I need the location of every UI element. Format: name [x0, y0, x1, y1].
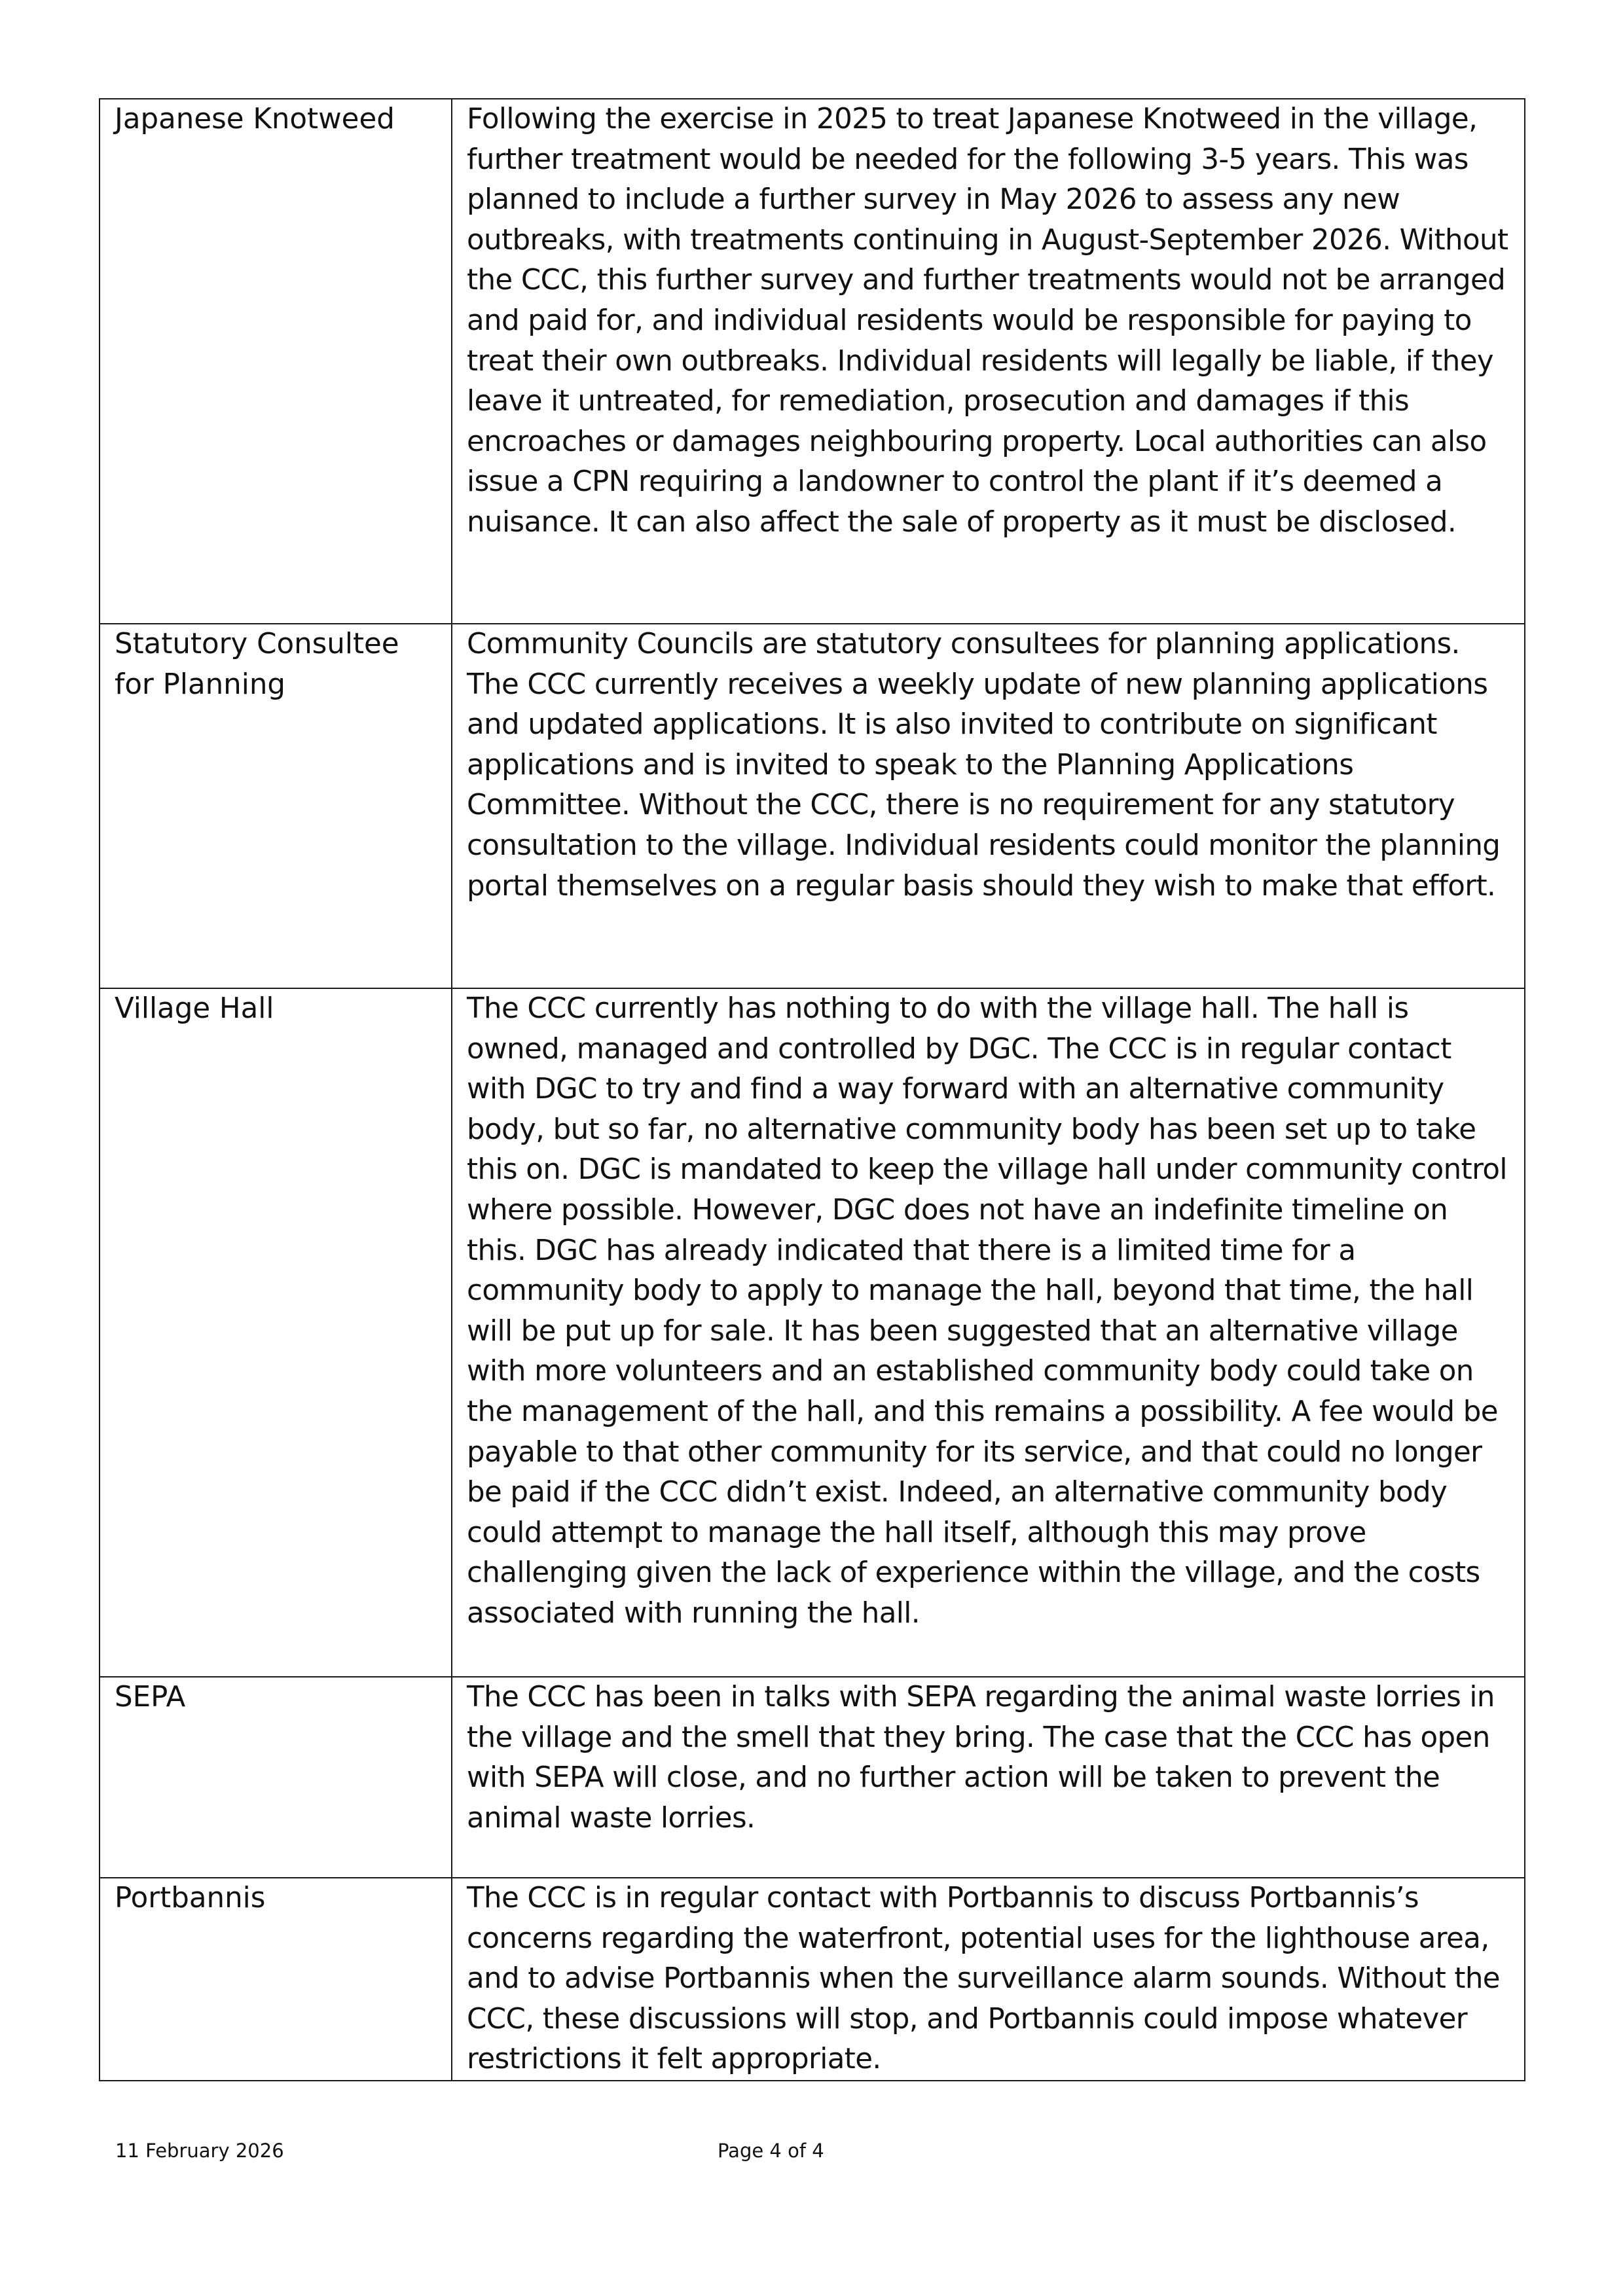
- content-table: [99, 98, 1525, 2081]
- topic-cell: SEPA: [100, 1677, 452, 1878]
- topic-cell: Statutory Consultee for Planning: [100, 624, 452, 988]
- table-row: [100, 1677, 1525, 1878]
- topic-cell: Portbannis: [100, 1878, 452, 2081]
- description-cell: The CCC has been in talks with SEPA regarding the animal waste lorries in the village and the smell that they bring. The case that the CCC has open with SEPA will close, and no further action will be taken to prevent the animal waste lorries.: [452, 1677, 1525, 1878]
- footer-page-number: Page 4 of 4: [718, 2140, 824, 2162]
- description-cell: The CCC currently has nothing to do with the village hall. The hall is owned, managed and controlled by DGC. The CCC is in regular contact with DGC to try and find a way forward with an alternative community body, but so far, no alternative community body has been set up to take this on. DGC is mandated to keep the village hall under community control where possible. However, DGC does not have an indefinite timeline on this. DGC has already indicated that there is a limited time for a community body to apply to manage the hall, beyond that time, the hall will be put up for sale. It has been suggested that an alternative village with more volunteers and an established community body could take on the management of the hall, and this remains a possibility. A fee would be payable to that other community for its service, and that could no longer be paid if the CCC didn’t exist. Indeed, an alternative community body could attempt to manage the hall itself, although this may prove challenging given the lack of experience within the village, and the costs associated with running the hall.: [452, 988, 1525, 1677]
- description-cell: Following the exercise in 2025 to treat Japanese Knotweed in the village, further treatment would be needed for the following 3-5 years. This was planned to include a further survey in May 2026 to assess any new outbreaks, with treatments continuing in August-September 2026. Without the CCC, this further survey and further treatments would not be arranged and paid for, and individual residents would be responsible for paying to treat their own outbreaks. Individual residents will legally be liable, if they leave it untreated, for remediation, prosecution and damages if this encroaches or damages neighbouring property. Local authorities can also issue a CPN requiring a landowner to control the plant if it’s deemed a nuisance. It can also affect the sale of property as it must be disclosed.: [452, 99, 1525, 624]
- table-row: [100, 624, 1525, 988]
- footer-date: 11 February 2026: [115, 2140, 284, 2162]
- table-row: [100, 1878, 1525, 2081]
- description-cell: Community Councils are statutory consultees for planning applications. The CCC currently receives a weekly update of new planning applications and updated applications. It is also invited to contribute on significant applications and is invited to speak to the Planning Applications Committee. Without the CCC, there is no requirement for any statutory consultation to the village. Individual residents could monitor the planning portal themselves on a regular basis should they wish to make that effort.: [452, 624, 1525, 988]
- table-row: [100, 99, 1525, 624]
- table-row: [100, 988, 1525, 1677]
- topic-cell: Japanese Knotweed: [100, 99, 452, 624]
- topic-cell: Village Hall: [100, 988, 452, 1677]
- description-cell: The CCC is in regular contact with Portbannis to discuss Portbannis’s concerns regarding the waterfront, potential uses for the lighthouse area, and to advise Portbannis when the surveillance alarm sounds. Without the CCC, these discussions will stop, and Portbannis could impose whatever restrictions it felt appropriate.: [452, 1878, 1525, 2081]
